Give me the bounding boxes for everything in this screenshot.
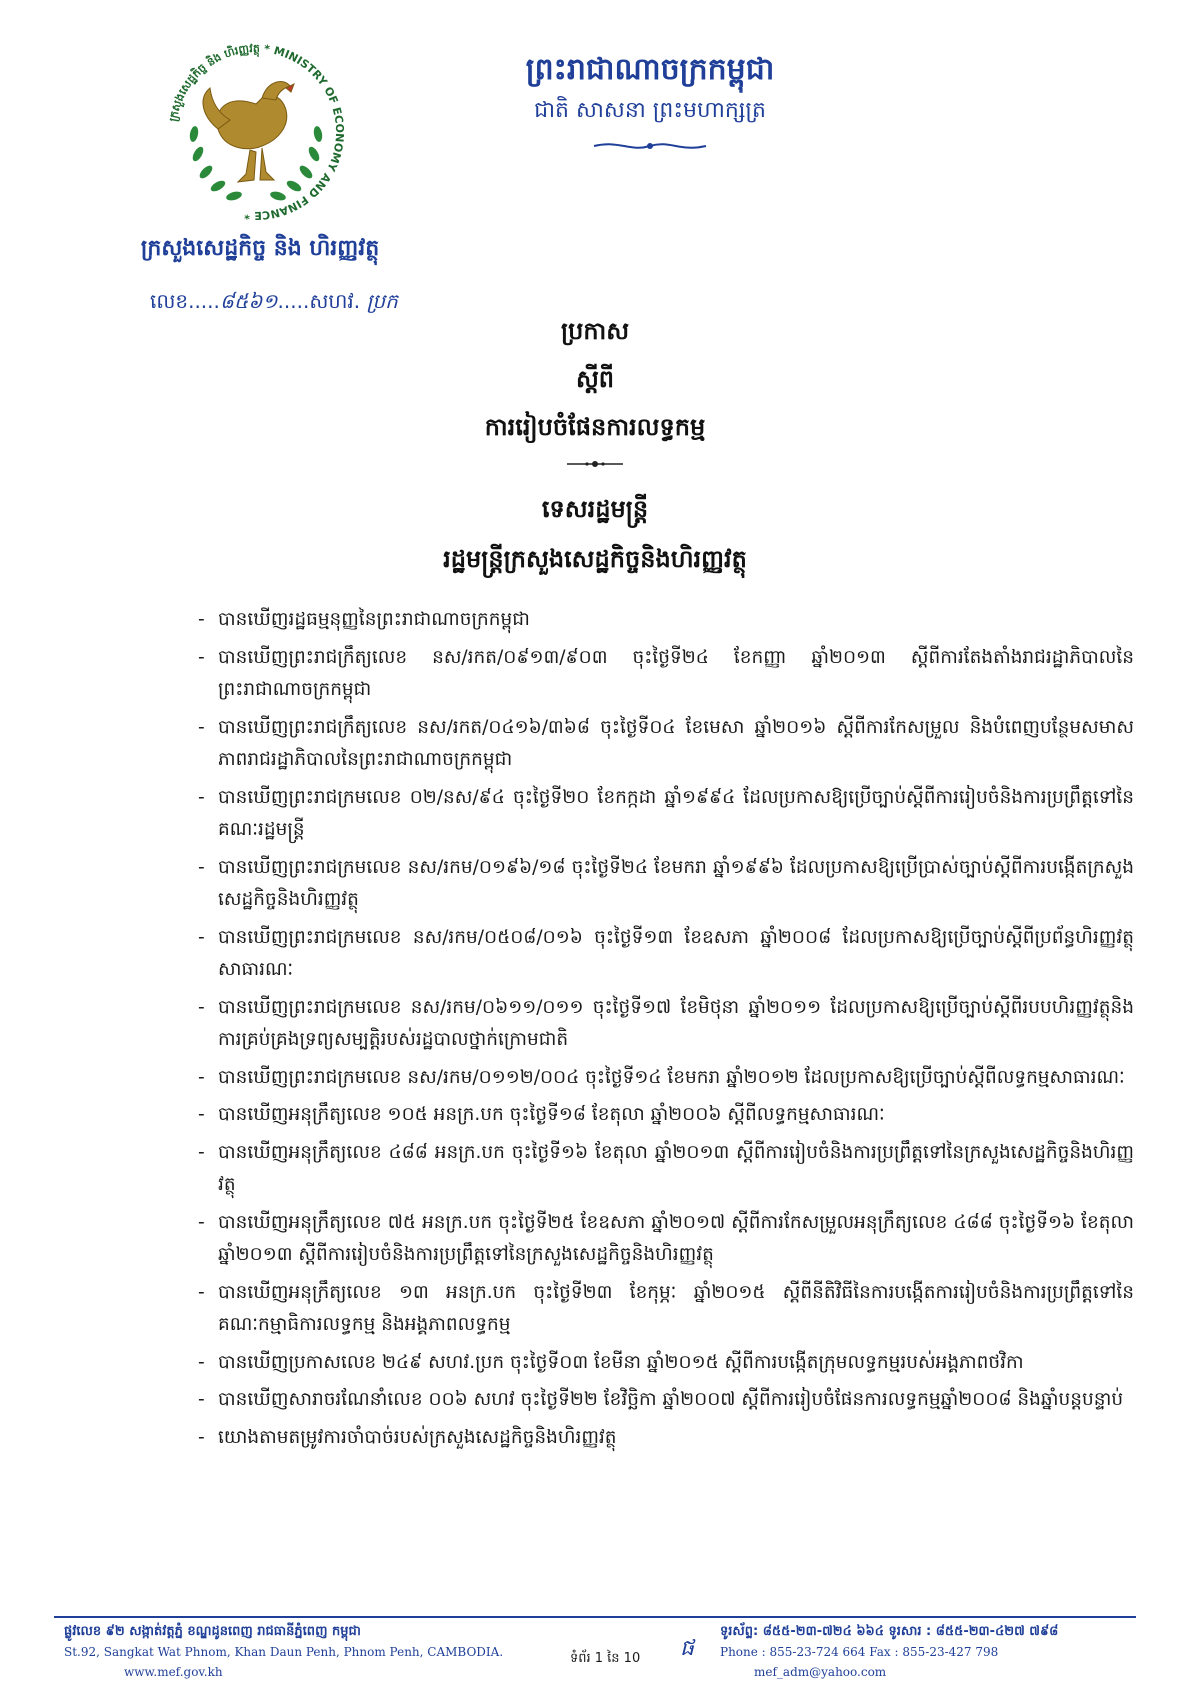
recital-item: - បានឃើញអនុក្រឹត្យលេខ ១០៥ អនក្រ.បក ចុះថ្ងៃទី១៨ ខែតុលា ឆ្នាំ២០០៦ ស្តីពីលទ្ធកម្មសាធារណៈ: [198, 1104, 885, 1125]
rooster-seal-icon: [158, 34, 354, 230]
issuer-office: ទេសរដ្ឋមន្ត្រី: [541, 495, 649, 523]
recital-item: - បានឃើញព្រះរាជក្រមលេខ នស/រកម/០១១២/០០៤ ចុះថ្ងៃទី១៤ ខែមករា ឆ្នាំ២០១២ ដែលប្រកាសឱ្យប្រើច្បាប់ស្តីពីលទ្ធកម្មសាធារណៈ: [198, 1066, 1125, 1088]
reference-signature: ប្រក: [366, 289, 398, 313]
address-english: St.92, Sangkat Wat Phnom, Khan Daun Penh, Phnom Penh, CAMBODIA.: [64, 1645, 504, 1659]
reference-number: ៨៥៦១: [219, 289, 278, 313]
ornament-divider-icon: [590, 136, 710, 156]
reference-suffix: សហវ: [309, 289, 354, 313]
recital-item: - បានឃើញប្រកាសលេខ ២៤៩ សហវ.ប្រក ចុះថ្ងៃទី០៣ ខែមីនា ឆ្នាំ២០១៥ ស្តីពីការបង្កើតក្រុមលទ្ធកម្មរបស់អង្គភាពថវិកា: [198, 1351, 1024, 1373]
recital-item: - បានឃើញព្រះរាជក្រមលេខ នស/រកម/០១៩៦/១៨ ចុះថ្ងៃទី២៤ ខែមករា ឆ្នាំ១៩៩៦ ដែលប្រកាសឱ្យប្រើប្រាស់ច្បាប់ស្តីពីការបង្កើតក្រសួងសេដ្ឋកិច្ចនិងហិរញ្ញវត្ថុ: [198, 856, 1134, 910]
recital-item: - បានឃើញព្រះរាជក្រមលេខ នស/រកម/០៥០៨/០១៦ ចុះថ្ងៃទី១៣ ខែឧសភា ឆ្នាំ២០០៨ ដែលប្រកាសឱ្យប្រើច្បាប់ស្តីពីប្រព័ន្ធហិរញ្ញវត្ថុសាធារណៈ: [198, 926, 1134, 980]
phone-khmer: ទូរស័ព្ទ: ៨៥៥-២៣-៧២៤ ៦៦៤ ទូរសារ : ៨៥៥-២៣-៤២៧ ៧៩៨: [720, 1624, 1059, 1639]
svg-text:ក្រសួងសេដ្ឋកិច្ច និង ហិរញ្ញវត្: ក្រសួងសេដ្ឋកិច្ច និង ហិរញ្ញវត្ថុ * MINISTRY OF ECONOMY AND FINANCE *: [166, 41, 347, 223]
reference-number-line: លេខ.....៨៥៦១.....សហវ. ប្រក: [150, 289, 398, 313]
footer-divider: [54, 1616, 1136, 1618]
recital-item: - បានឃើញអនុក្រឹត្យលេខ ៤៨៨ អនក្រ.បក ចុះថ្ងៃទី១៦ ខែតុលា ឆ្នាំ២០១៣ ស្តីពីការរៀបចំនិងការប្រព្រឹត្តទៅនៃក្រសួងសេដ្ឋកិច្ចនិងហិរញ្ញវត្ថុ: [198, 1141, 1134, 1195]
ministry-name: ក្រសួងសេដ្ឋកិច្ច និង ហិរញ្ញវត្ថុ: [140, 236, 380, 261]
recital-item: - យោងតាមតម្រូវការចាំបាច់របស់ក្រសួងសេដ្ឋកិច្ចនិងហិរញ្ញវត្ថុ: [198, 1426, 617, 1448]
recital-item: - បានឃើញសារាចរណែនាំលេខ ០០៦ សហវ ចុះថ្ងៃទី២២ ខែវិច្ឆិកា ឆ្នាំ២០០៧ ស្តីពីការរៀបចំផែនការលទ្ធកម្មឆ្នាំ២០០៨ និងឆ្នាំបន្តបន្ទាប់: [198, 1389, 1124, 1410]
reference-label: លេខ: [150, 289, 189, 313]
ornament-divider-icon: [565, 456, 625, 470]
footer-address: [64, 1622, 534, 1682]
email-link[interactable]: mef_adm@yahoo.com: [754, 1665, 887, 1679]
address-khmer: ផ្លូវលេខ ៩២ សង្កាត់វត្តភ្នំ ខណ្ឌដូនពេញ រាជធានីភ្នំពេញ កម្ពុជា: [64, 1624, 361, 1639]
kingdom-heading: ព្រះរាជាណាចក្រកម្ពុជា: [525, 52, 775, 87]
recital-item: - បានឃើញព្រះរាជក្រឹត្យលេខ នស/រកត/០៤១៦/៣៦៨ ចុះថ្ងៃទី០៤ ខែមេសា ឆ្នាំ២០១៦ ស្តីពីការកែសម្រួល និងបំពេញបន្ថែមសមាសភាពរាជរដ្ឋាភិបាលនៃព្រះរាជាណាចក្រកម្ពុជា: [198, 716, 1134, 770]
recital-item: - បានឃើញព្រះរាជក្រឹត្យលេខ នស/រកត/០៩១៣/៩០៣ ចុះថ្ងៃទី២៤ ខែកញ្ញា ឆ្នាំ២០១៣ ស្តីពីការតែងតាំងរាជរដ្ឋាភិបាលនៃព្រះរាជាណាចក្រកម្ពុជា: [198, 646, 1134, 700]
website-link[interactable]: www.mef.gov.kh: [124, 1665, 223, 1679]
document-about: ស្តីពី: [575, 365, 615, 393]
document-type: ប្រកាស: [560, 317, 630, 345]
page-number: ទំព័រ 1 នៃ 10: [570, 1651, 641, 1666]
recital-item: - បានឃើញរដ្ឋធម្មនុញ្ញនៃព្រះរាជាណាចក្រកម្ពុជា: [198, 609, 530, 630]
recital-item: - បានឃើញអនុក្រឹត្យលេខ ៧៥ អនក្រ.បក ចុះថ្ងៃទី២៥ ខែឧសភា ឆ្នាំ២០១៧ ស្តីពីការកែសម្រួលអនុក្រឹត្យលេខ ៤៨៨ ចុះថ្ងៃទី១៦ ខែតុលា ឆ្នាំ២០១៣ ស្តីពីការរៀបចំនិងការប្រព្រឹត្តទៅនៃក្រសួងសេដ្ឋកិច្ចនិងហិរញ្ញវត្ថុ: [198, 1211, 1134, 1265]
recitals-list: [198, 604, 1134, 1459]
national-motto: ជាតិ សាសនា ព្រះមហាក្សត្រ: [534, 98, 766, 123]
footer-contact: [720, 1622, 1140, 1682]
issuer-name: រដ្ឋមន្ត្រីក្រសួងសេដ្ឋកិច្ចនិងហិរញ្ញវត្ថុ: [443, 545, 747, 573]
initials-mark: ផ: [680, 1636, 694, 1661]
phone-english: Phone : 855-23-724 664 Fax : 855-23-427 798: [720, 1645, 999, 1659]
recital-item: - បានឃើញព្រះរាជក្រមលេខ ០២/នស/៩៤ ចុះថ្ងៃទី២០ ខែកក្កដា ឆ្នាំ១៩៩៤ ដែលប្រកាសឱ្យប្រើច្បាប់ស្តីពីការរៀបចំនិងការប្រព្រឹត្តទៅនៃគណៈរដ្ឋមន្ត្រី: [198, 786, 1134, 840]
ministry-logo: [158, 34, 354, 230]
recital-item: - បានឃើញព្រះរាជក្រមលេខ នស/រកម/០៦១១/០១១ ចុះថ្ងៃទី១៧ ខែមិថុនា ឆ្នាំ២០១១ ដែលប្រកាសឱ្យប្រើច្បាប់ស្តីពីរបបហិរញ្ញវត្ថុនិងការគ្រប់គ្រងទ្រព្យសម្បត្តិរបស់រដ្ឋបាលថ្នាក់ក្រោមជាតិ: [198, 996, 1134, 1050]
recital-item: - បានឃើញអនុក្រឹត្យលេខ ១៣ អនក្រ.បក ចុះថ្ងៃទី២៣ ខែកុម្ភៈ ឆ្នាំ២០១៥ ស្តីពីនីតិវិធីនៃការបង្កើតការរៀបចំនិងការប្រព្រឹត្តទៅនៃគណៈកម្មាធិការលទ្ធកម្ម និងអង្គភាពលទ្ធកម្ម: [198, 1281, 1134, 1335]
document-subject: ការរៀបចំផែនការលទ្ធកម្ម: [484, 413, 706, 441]
